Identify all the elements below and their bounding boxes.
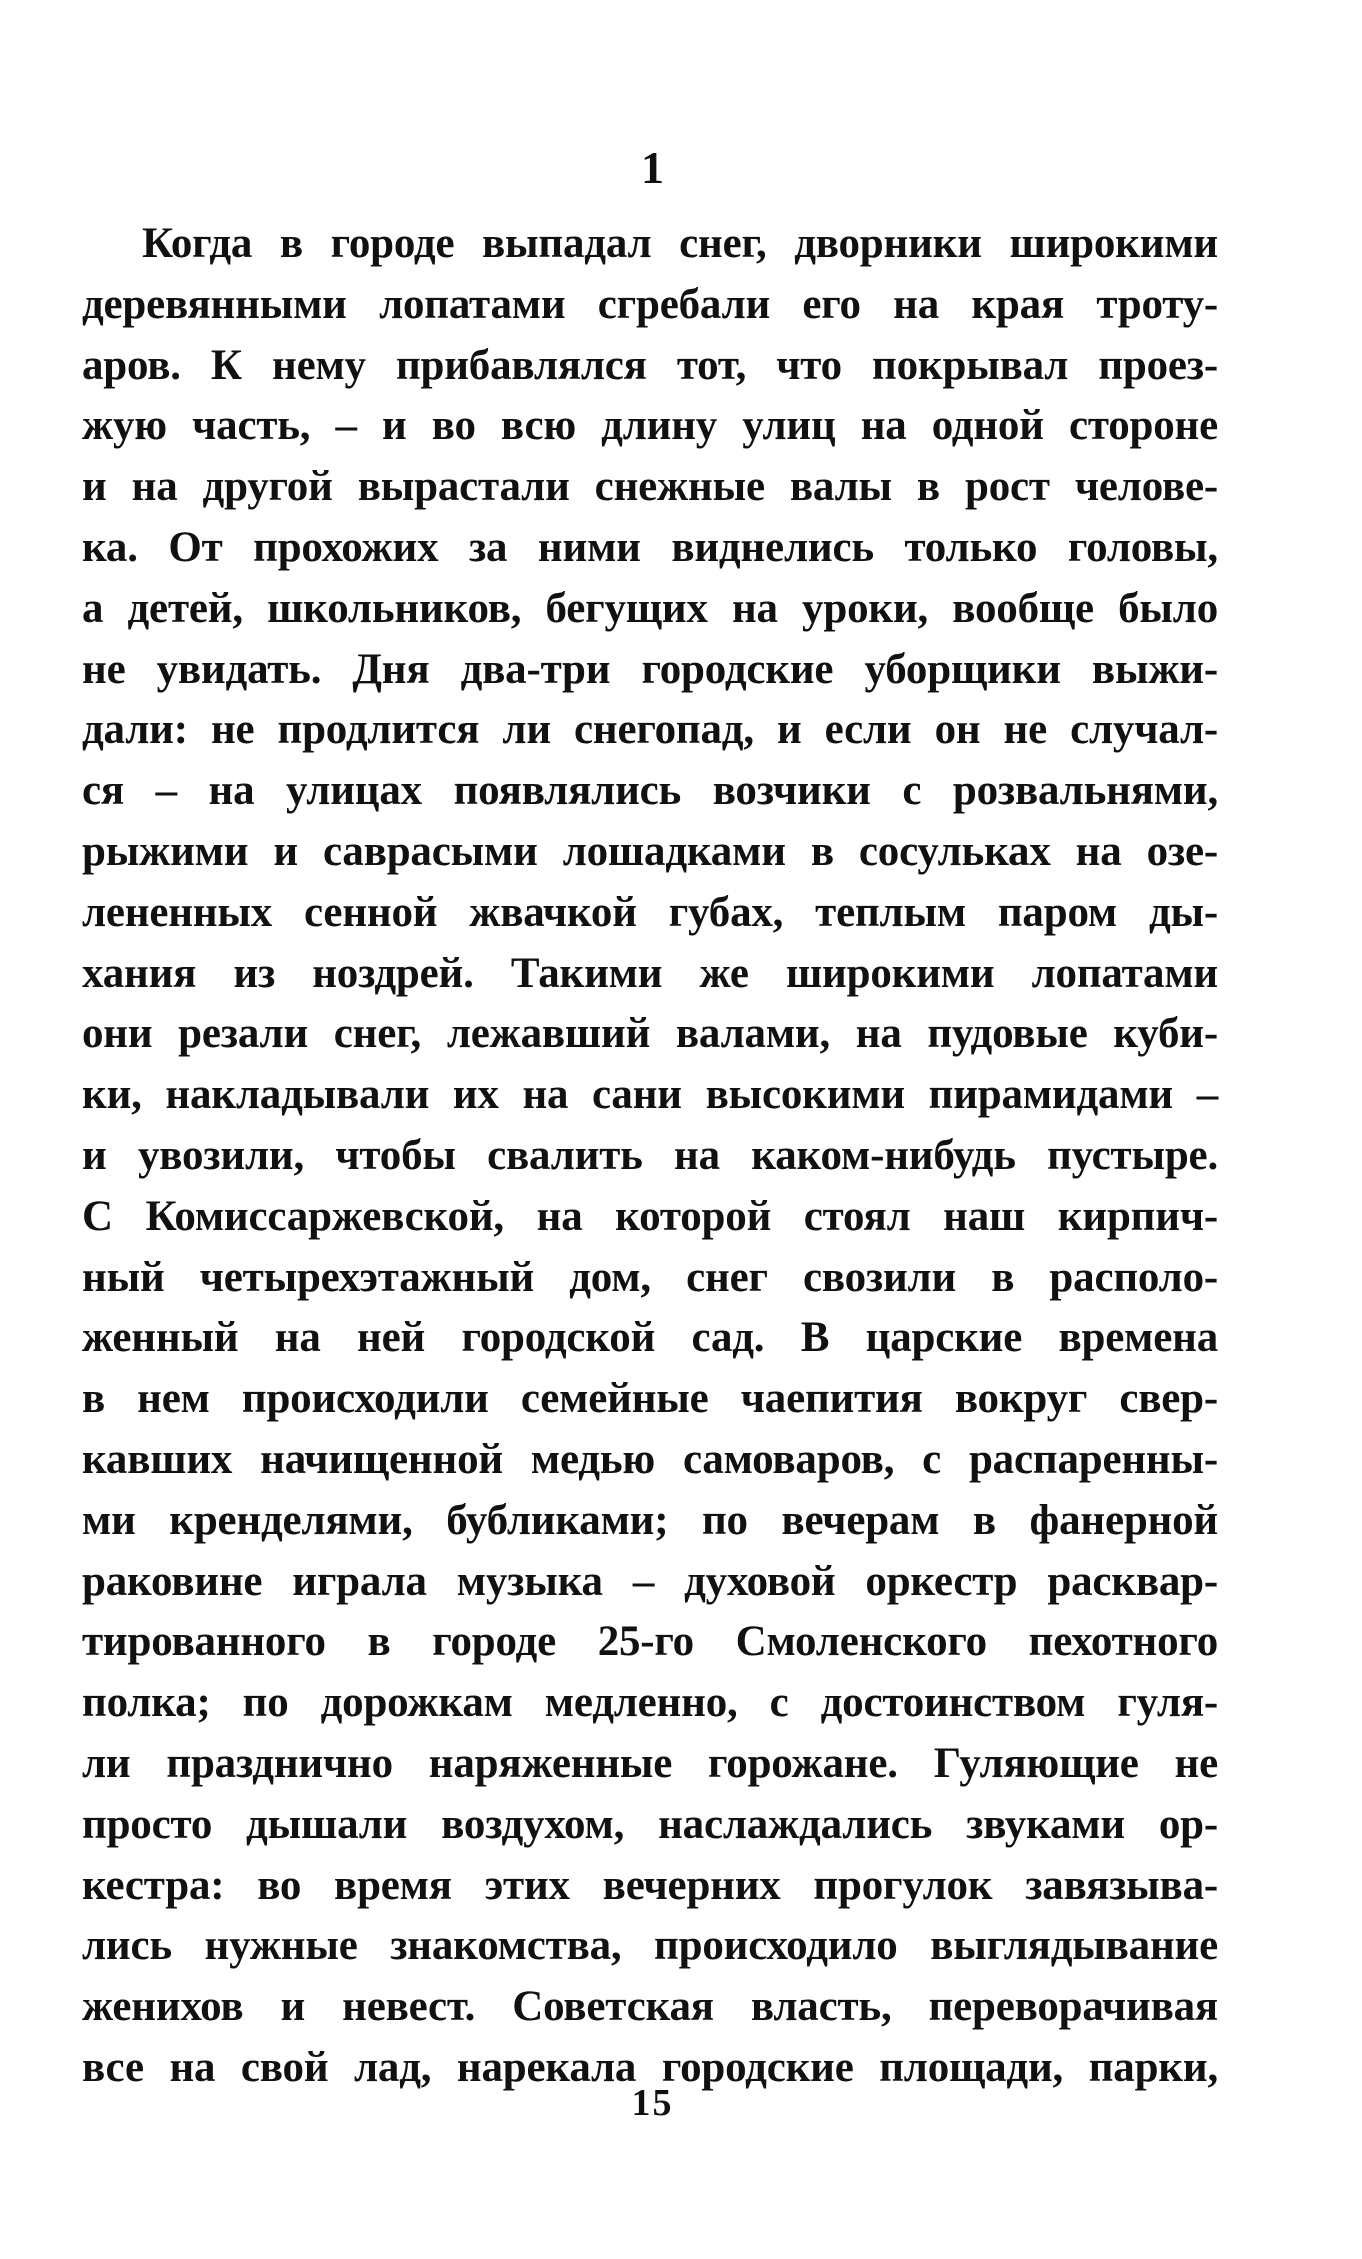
text-line: ли празднично наряженные горожане. Гуляющие не: [82, 1739, 1218, 1787]
text-line: ми кренделями, бубликами; по вечерам в фанерной: [82, 1496, 1218, 1544]
text-line: тированного в городе 25-го Смоленского пехотного: [82, 1618, 1218, 1666]
text-line: дали: не продлится ли снегопад, и если он не случал-: [82, 706, 1218, 754]
text-line: и увозили, чтобы свалить на каком-нибудь пустыре.: [82, 1131, 1218, 1179]
text-line: не увидать. Дня два-три городские уборщики выжи-: [82, 645, 1218, 693]
text-line: лись нужные знакомства, происходило выглядывание: [82, 1922, 1218, 1970]
text-line: просто дышали воздухом, наслаждались звуками ор-: [82, 1800, 1218, 1848]
text-line: аров. К нему прибавлялся тот, что покрывал проез-: [82, 341, 1218, 389]
text-line: ся – на улицах появлялись возчики с розвальнями,: [82, 767, 1218, 815]
text-line: деревянными лопатами сгребали его на края троту-: [82, 280, 1218, 328]
text-line: жую часть, – и во всю длину улиц на одной стороне: [82, 402, 1218, 450]
text-line: полка; по дорожкам медленно, с достоинством гуля-: [82, 1679, 1218, 1727]
text-line: лененных сенной жвачкой губах, теплым паром ды-: [82, 888, 1218, 936]
text-line: все на свой лад, нарекала городские площади, парки,: [82, 2043, 1218, 2091]
text-line: рыжими и саврасыми лошадками в сосульках на озе-: [82, 827, 1218, 875]
text-line: ный четырехэтажный дом, снег свозили в располо-: [82, 1253, 1218, 1301]
text-line: женный на ней городской сад. В царские времена: [82, 1314, 1218, 1362]
text-line: Когда в городе выпадал снег, дворники широкими: [142, 220, 1218, 267]
text-line: а детей, школьников, бегущих на уроки, вообще было: [82, 584, 1218, 632]
text-line: хания из ноздрей. Такими же широкими лопатами: [82, 949, 1218, 997]
text-line: С Комиссаржевской, на которой стоял наш кирпич-: [82, 1192, 1218, 1240]
text-line: раковине играла музыка – духовой оркестр расквар-: [82, 1557, 1218, 1605]
text-line: кавших начищенной медью самоваров, с распаренны-: [82, 1435, 1218, 1483]
text-line: и на другой вырастали снежные валы в рост челове-: [82, 463, 1218, 511]
text-line: ка. От прохожих за ними виднелись только головы,: [82, 523, 1218, 571]
text-line: ки, накладывали их на сани высокими пирамидами –: [82, 1071, 1218, 1119]
body-text: [82, 214, 1218, 2099]
text-line: кестра: во время этих вечерних прогулок завязыва-: [82, 1861, 1218, 1909]
page-number: 15: [631, 2082, 674, 2124]
text-line: они резали снег, лежавший валами, на пудовые куби-: [82, 1010, 1218, 1058]
text-line: в нем происходили семейные чаепития вокруг свер-: [82, 1375, 1218, 1423]
chapter-number: 1: [641, 142, 664, 193]
text-line: женихов и невест. Советская власть, переворачивая: [82, 1983, 1218, 2031]
